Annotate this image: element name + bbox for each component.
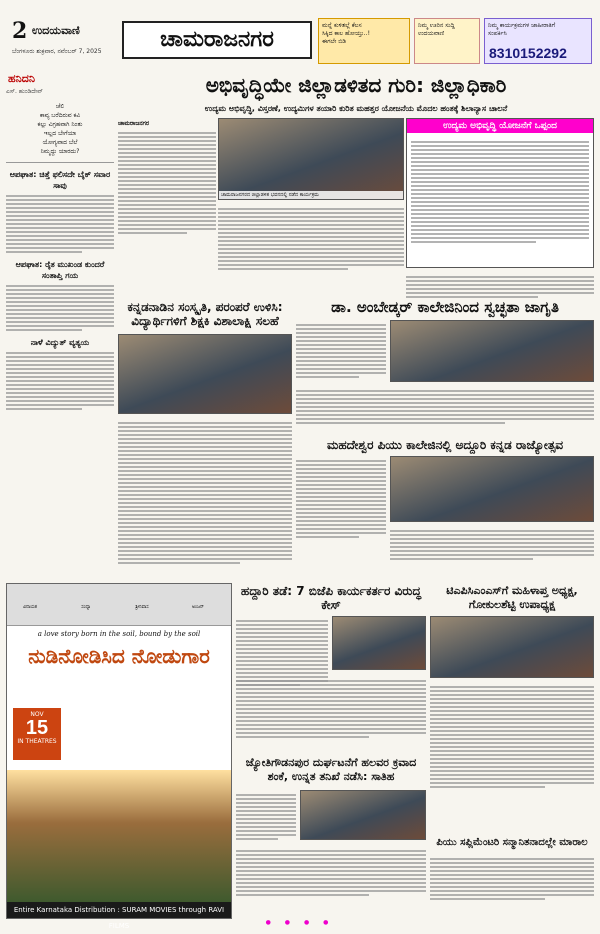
poem <box>6 102 114 163</box>
lead-body-left <box>118 118 216 236</box>
cast-name: ವಿನಾಯಕ <box>23 605 37 610</box>
story-headline[interactable]: ಆಪಘಾತ: ರೈತ ಮುಖಂಡ ಕುಂದರೆ ಸಂತಾಪ್ತಿ ಗಯ <box>15 260 105 280</box>
lead-subheadline: ಉದ್ಯಮ ಅಭಿವೃದ್ಧಿ, ವಿಸ್ತರಣೆ, ಉದ್ಯಮಿಗಳ ತಯಾರಿ ಕುರಿತ ಮಹತ್ತರ ಯೋಜನೆಯ ಮೊದಲ ಹಂತಕ್ಕೆ ಶಿಲಾನ್ಯಾಸ ಚಾಲನೆ <box>204 104 508 113</box>
edition: ಬೆಂಗಳೂರು <box>12 48 35 55</box>
release-date-badge <box>13 708 61 760</box>
story-body <box>6 352 114 410</box>
release-day: 15 <box>25 717 49 739</box>
ad3-line: ಸಂಪರ್ಕಿಸಿ <box>488 30 507 37</box>
story-headline[interactable]: ನಾಳೆ ವಿದ್ಯುತ್ ವ್ಯತ್ಯಯ <box>30 338 90 347</box>
poem-line: ಚೆಲಿ <box>55 103 65 110</box>
story-headline[interactable]: ಡಾ. ಅಂಬೇಡ್ಕರ್ ಕಾಲೇಜಿನಿಂದ ಸ್ವಚ್ಛತಾ ಜಾಗೃತಿ <box>331 298 559 316</box>
story-photo <box>390 320 594 382</box>
lead-body-mid <box>218 204 404 272</box>
story-body <box>236 846 426 898</box>
page-number: 2 <box>12 18 28 44</box>
distribution-line: Entire Karnataka Distribution : SURAM MOVIES through RAVI FILMS <box>7 902 231 918</box>
sidebox <box>406 118 594 268</box>
story-body <box>236 790 296 842</box>
lead-byline: ಚಾಮರಾಜನಗರ <box>118 120 150 127</box>
poem-line: ಯೋಗ್ಯವಾದ ಬೆಲೆ <box>42 139 78 146</box>
cast-name: ಶ್ರೀನಿವಾಸ <box>135 605 149 610</box>
story-body <box>118 418 292 566</box>
registration-marks: ● ● ● ● <box>265 919 335 926</box>
story-headline[interactable]: ಹದ್ದಾರಿ ತಡೆ: 7 ಬಿಜೆಪಿ ಕಾರ್ಯಕರ್ತರ ವಿರುದ್ಧ ಕೇಸ್ <box>240 584 422 612</box>
ad-phone-number: 8310152292 <box>489 45 567 61</box>
poem-line: ಕಾವ್ಯ ಬರೆದಿರುವ ಕವಿ <box>39 112 81 119</box>
story-photo <box>118 334 292 414</box>
poem-line: ಇಲ್ಲದ ಬೇಗೆಯಾ <box>43 130 77 137</box>
story-body <box>296 320 386 380</box>
ad1-line: ಮನ್ನೆ ಕುಳಿತಲ್ಲೆ ಕೆಲಸ <box>322 22 362 29</box>
ad2-line: ನಿಮ್ಮ ಊರಿನ ಸುದ್ದಿ <box>418 22 455 29</box>
section-title: ಚಾಮರಾಜನಗರ <box>122 21 312 59</box>
story-body <box>236 676 426 740</box>
ad1-line: ಸಿಕ್ಕಿದ ಕಾಲ ಹೋಯ್ತು..! <box>322 30 370 37</box>
story-body <box>296 456 386 540</box>
lead-body-right <box>406 272 594 300</box>
story-photo <box>430 616 594 678</box>
story-body <box>296 386 594 426</box>
release-month: NOV <box>30 711 44 718</box>
story-photo <box>300 790 426 840</box>
story-body <box>6 285 114 331</box>
story-photo <box>332 616 426 670</box>
story-body <box>6 195 114 253</box>
story-body <box>430 682 594 790</box>
ad1-line: ಈಗಲೇ ಬಿಡಿ <box>322 38 347 45</box>
left-column <box>6 70 114 580</box>
story-headline[interactable]: ಪಿಯು ಸಪ್ಲಿಮೆಂಟರಿ ಸನ್ಮಾನಿತನಾದಲ್ಲೇ ಮಾರಾಲ <box>436 837 588 848</box>
lead-headline[interactable]: ಅಭಿವೃದ್ಧಿಯೇ ಜಿಲ್ಲಾಡಳಿತದ ಗುರಿ: ಜಿಲ್ಲಾಧಿಕಾರಿ <box>205 73 507 97</box>
date: ಶುಕ್ರವಾರ, ನವೆಂಬರ್ 7, 2025 <box>36 48 102 55</box>
movie-title: ನುಡಿನೋಡಿಸಿದ ನೋಡುಗಾರ <box>28 644 210 668</box>
top-ad-1[interactable] <box>318 18 410 64</box>
story-headline[interactable]: ಟಿಎಪಿಸಿಎಂಎಸ್‌ಗೆ ಮಹಿಳಾಪ್ತ ಅಧ್ಯಕ್ಷ, ಗೋಕುಲಶೆಟ್ಟಿ ಉಪಾಧ್ಯಕ್ಷ <box>446 584 578 611</box>
sidebox-title[interactable]: ಉದ್ಯಮ ಅಭಿವೃದ್ಧಿ ಯೋಜನೆಗೆ ಒಪ್ಪಂದ <box>407 119 593 133</box>
story-body <box>430 854 594 902</box>
poem-line: ಕಲ್ಲು ವಿಗ್ರಹವಾಗಿ ನಿಂತು <box>37 121 83 128</box>
story-photo <box>390 456 594 522</box>
cast-strip <box>7 584 231 626</box>
release-label: IN THEATRES <box>17 738 57 745</box>
story-body <box>390 526 594 562</box>
column-title: ಹನಿದನಿ <box>8 72 35 85</box>
story-headline[interactable]: ಜ್ಯೋತಿಗೌಡನಪುರ ದುರ್ಘಟನೆಗೆ ಹಲವರ ಕ್ರವಾದ ಶಂಕೆ, ಉನ್ನತ ತನಿಖೆ ನಡೆಸಿ: ಸಾತಿಹ <box>245 756 417 783</box>
movie-poster-image <box>7 770 231 902</box>
cast-name: ಅಂಜನ್ <box>192 605 204 610</box>
lead-photo <box>218 118 404 200</box>
story-headline[interactable]: ಮಹದೇಶ್ವರ ಪಿಯು ಕಾಲೇಜಿನಲ್ಲಿ ಅದ್ದೂರಿ ಕನ್ನಡ ರಾಜ್ಯೋತ್ಸವ <box>326 438 564 452</box>
paper-name: ಉದಯವಾಣಿ <box>32 24 80 37</box>
masthead <box>6 18 594 66</box>
cast-name: ಸಂಧ್ಯಾ <box>81 605 91 610</box>
movie-tagline: a love story born in the soil, bound by the soil <box>37 630 201 638</box>
lead-photo-caption: ಚಾಮರಾಜನಗರದ ಜಿಲ್ಲಾಡಳಿತ ಭವನದಲ್ಲಿ ನಡೆದ ಕಾರ್ಯಕ್ರಮ <box>219 191 403 199</box>
column-byline: ಎಸ್. ಹುಂಡಿದೇವ್ <box>6 88 43 95</box>
ad2-line: ಉದಯವಾಣಿ <box>418 30 445 37</box>
poem-line: ನಿಮ್ಮದ್ದು ಯಾರದು? <box>40 148 80 155</box>
top-ad-3[interactable] <box>484 18 592 64</box>
movie-ad[interactable] <box>6 583 232 930</box>
story-headline[interactable]: ಕನ್ನಡನಾಡಿನ ಸಂಸ್ಕೃತಿ, ಪರಂಪರೆ ಉಳಿಸಿ: ವಿದ್ಯಾರ್ಥಿಗಳಿಗೆ ಶಿಕ್ಷಕಿ ವಿಶಾಲಾಕ್ಷಿ ಸಲಹೆ <box>127 300 283 328</box>
story-headline[interactable]: ಆಪಘಾತ: ಚಿತ್ತೆ ಫಲಿಸದೇ ಬೈಕ್ ಸವಾರ ಸಾವು <box>9 170 111 190</box>
paper-date <box>12 48 102 56</box>
ad3-line: ನಿಮ್ಮ ಕಾರ್ಯಕ್ರಮಗಳ ಜಾಹೀರಾತಿಗೆ <box>488 22 556 29</box>
top-ad-2[interactable] <box>414 18 480 64</box>
